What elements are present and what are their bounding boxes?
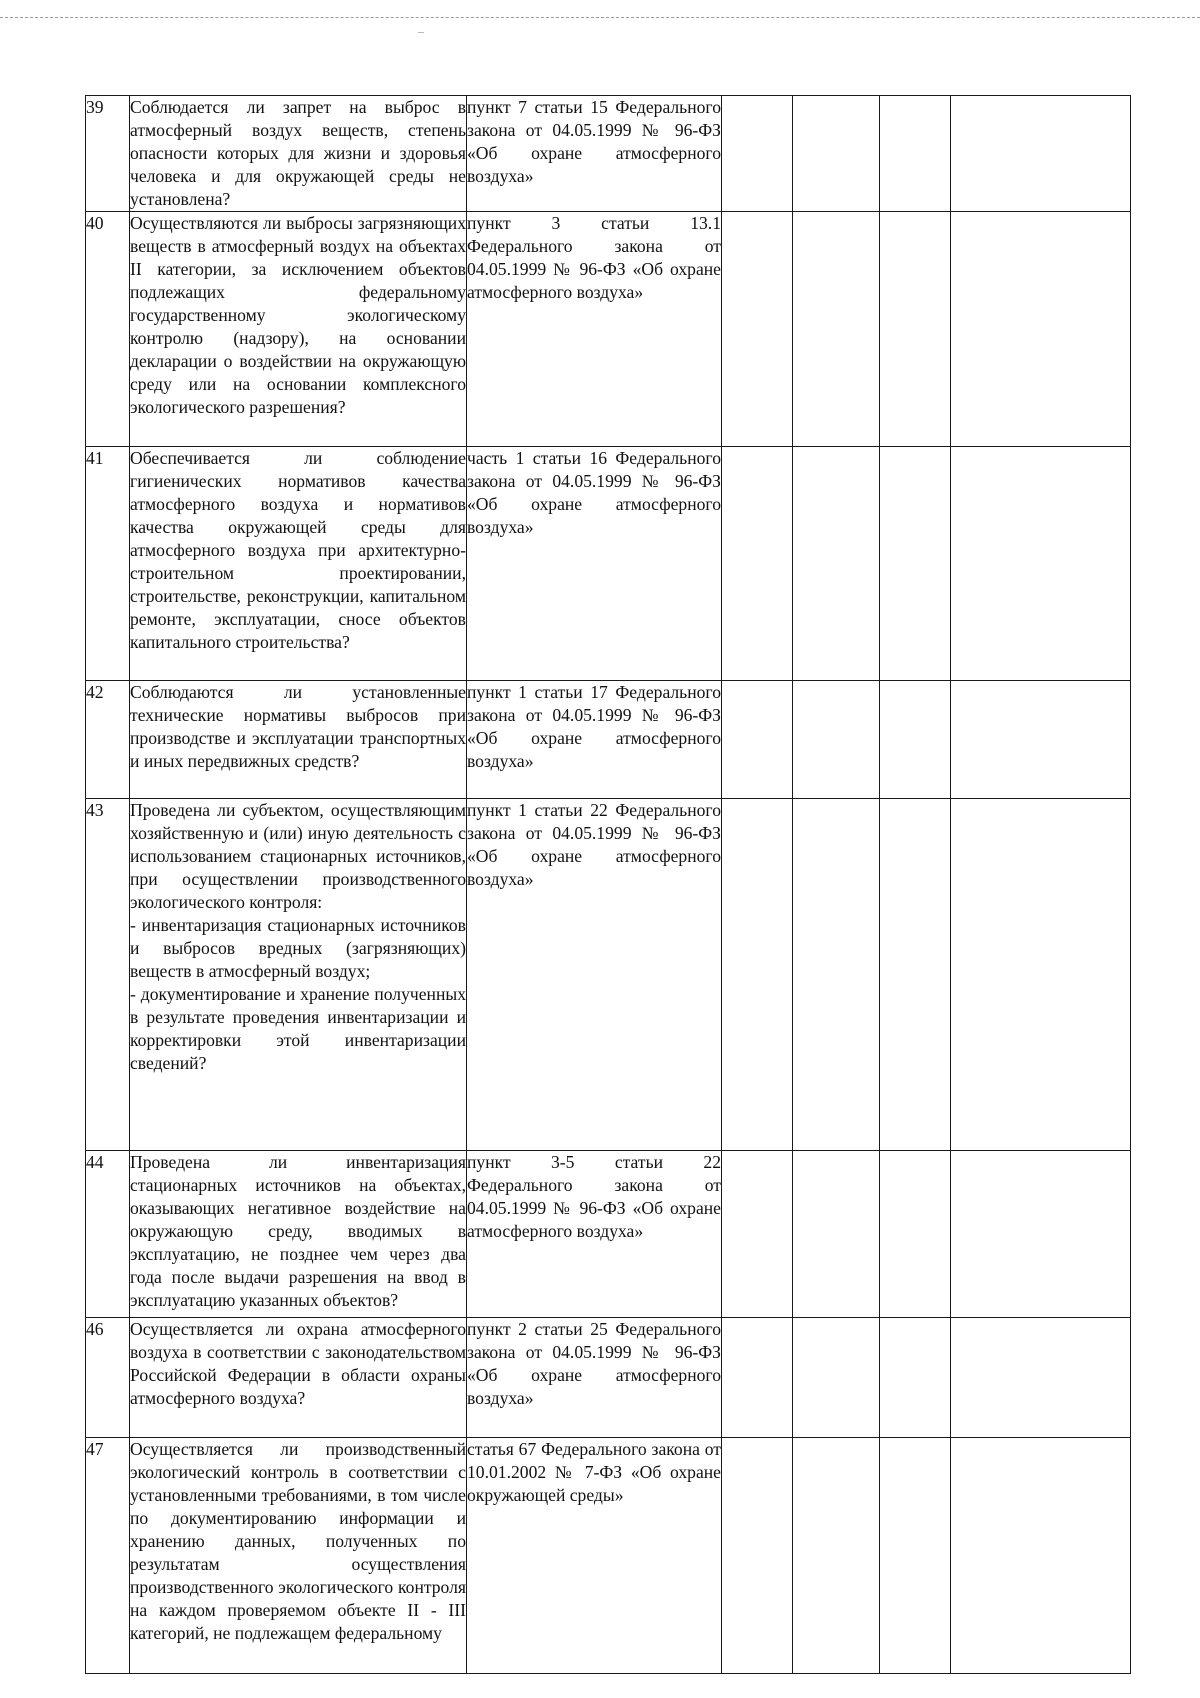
checklist-table [85, 95, 1131, 1674]
table-row [86, 681, 1131, 799]
answer-cell-na[interactable] [880, 1151, 951, 1318]
answer-cell-na[interactable] [880, 212, 951, 447]
legal-reference: пункт 3-5 статьи 22 Федерального закона от 04.05.1999 № 96-ФЗ «Об охране атмосферного воздуха» [467, 1152, 721, 1241]
row-number: 41 [86, 447, 130, 681]
answer-cell-na[interactable] [880, 447, 951, 681]
table-row [86, 212, 1131, 447]
note-cell[interactable] [951, 1318, 1131, 1438]
answer-cell-no[interactable] [793, 1438, 880, 1674]
table-row [86, 799, 1131, 1151]
scan-top-edge [0, 17, 1200, 18]
answer-cell-no[interactable] [793, 447, 880, 681]
requirement-question: Обеспечивается ли соблюдение гигиенических нормативов качества атмосферного воздуха и нормативов качества окружающей среды для атмосферного воздуха при архитектурно-строительном проектировании, строительстве, реконструкции, капитальном ремонте, эксплуатации, сносе объектов капитального строительства? [130, 448, 466, 652]
legal-reference: пункт 2 статьи 25 Федерального закона от 04.05.1999 № 96-ФЗ «Об охране атмосферного воздуха» [467, 1319, 721, 1408]
note-cell[interactable] [951, 1438, 1131, 1674]
note-cell[interactable] [951, 212, 1131, 447]
answer-cell-na[interactable] [880, 1438, 951, 1674]
answer-cell-no[interactable] [793, 799, 880, 1151]
requirement-question: Соблюдаются ли установленные технические нормативы выбросов при производстве и эксплуатации транспортных и иных передвижных средств? [130, 682, 466, 771]
answer-cell-yes[interactable] [722, 1438, 793, 1674]
scan-speck [418, 32, 424, 33]
requirement-question: Соблюдается ли запрет на выброс в атмосферный воздух веществ, степень опасности которых для жизни и здоровья человека и для окружающей среды не установлена? [130, 97, 466, 209]
requirement-question: Осуществляется ли производственный экологический контроль в соответствии с установленными требованиями, в том числе по документированию информации и хранению данных, полученных по результатам осуществления производственного экологического контроля на каждом проверяемом объекте II - III категорий, не подлежащем федеральному [130, 1439, 466, 1643]
legal-reference: часть 1 статьи 16 Федерального закона от 04.05.1999 № 96-ФЗ «Об охране атмосферного воздуха» [467, 448, 721, 537]
legal-reference: пункт 3 статьи 13.1 Федерального закона от 04.05.1999 № 96-ФЗ «Об охране атмосферного воздуха» [467, 213, 721, 302]
answer-cell-yes[interactable] [722, 212, 793, 447]
answer-cell-no[interactable] [793, 96, 880, 212]
requirement-question: Осуществляется ли охрана атмосферного воздуха в соответствии с законодательством Российской Федерации в области охраны атмосферного воздуха? [130, 1319, 466, 1408]
answer-cell-na[interactable] [880, 1318, 951, 1438]
legal-reference: пункт 7 статьи 15 Федерального закона от 04.05.1999 № 96-ФЗ «Об охране атмосферного воздуха» [467, 97, 721, 186]
note-cell[interactable] [951, 681, 1131, 799]
table-row [86, 1151, 1131, 1318]
table-row [86, 96, 1131, 212]
answer-cell-no[interactable] [793, 212, 880, 447]
row-number: 42 [86, 681, 130, 799]
table-row [86, 447, 1131, 681]
table-row [86, 1438, 1131, 1674]
answer-cell-no[interactable] [793, 681, 880, 799]
answer-cell-na[interactable] [880, 96, 951, 212]
requirement-question: Осуществляются ли выбросы загрязняющих веществ в атмосферный воздух на объектах II категории, за исключением объектов подлежащих федеральному государственному экологическому контролю (надзору), на основании декларации о воздействии на окружающую среду или на основании комплексного экологического разрешения? [130, 213, 466, 417]
answer-cell-yes[interactable] [722, 799, 793, 1151]
answer-cell-no[interactable] [793, 1151, 880, 1318]
legal-reference: статья 67 Федерального закона от 10.01.2002 № 7-ФЗ «Об охране окружающей среды» [467, 1439, 721, 1505]
requirement-question: Проведена ли инвентаризация стационарных источников на объектах, оказывающих негативное воздействие на окружающую среду, вводимых в эксплуатацию, не позднее чем через два года после выдачи разрешения на ввод в эксплуатацию указанных объектов? [130, 1152, 466, 1310]
requirement-question: Проведена ли субъектом, осуществляющим хозяйственную и (или) иную деятельность с использованием стационарных источников, при осуществлении производственного экологического контроля: - инвентаризация стационарных источников и выбросов вредных (загрязняющих) веществ в атмосферный воздух; - документирование и хранение полученных в результате проведения инвентаризации и корректировки этой инвентаризации сведений? [130, 800, 466, 1073]
row-number: 40 [86, 212, 130, 447]
answer-cell-yes[interactable] [722, 681, 793, 799]
note-cell[interactable] [951, 447, 1131, 681]
answer-cell-na[interactable] [880, 681, 951, 799]
row-number: 47 [86, 1438, 130, 1674]
table-row [86, 1318, 1131, 1438]
row-number: 46 [86, 1318, 130, 1438]
note-cell[interactable] [951, 1151, 1131, 1318]
answer-cell-yes[interactable] [722, 1318, 793, 1438]
note-cell[interactable] [951, 799, 1131, 1151]
answer-cell-yes[interactable] [722, 1151, 793, 1318]
answer-cell-no[interactable] [793, 1318, 880, 1438]
legal-reference: пункт 1 статьи 17 Федерального закона от 04.05.1999 № 96-ФЗ «Об охране атмосферного воздуха» [467, 682, 721, 771]
answer-cell-yes[interactable] [722, 447, 793, 681]
answer-cell-na[interactable] [880, 799, 951, 1151]
answer-cell-yes[interactable] [722, 96, 793, 212]
row-number: 43 [86, 799, 130, 1151]
row-number: 39 [86, 96, 130, 212]
legal-reference: пункт 1 статьи 22 Федерального закона от 04.05.1999 № 96-ФЗ «Об охране атмосферного воздуха» [467, 800, 721, 889]
row-number: 44 [86, 1151, 130, 1318]
note-cell[interactable] [951, 96, 1131, 212]
